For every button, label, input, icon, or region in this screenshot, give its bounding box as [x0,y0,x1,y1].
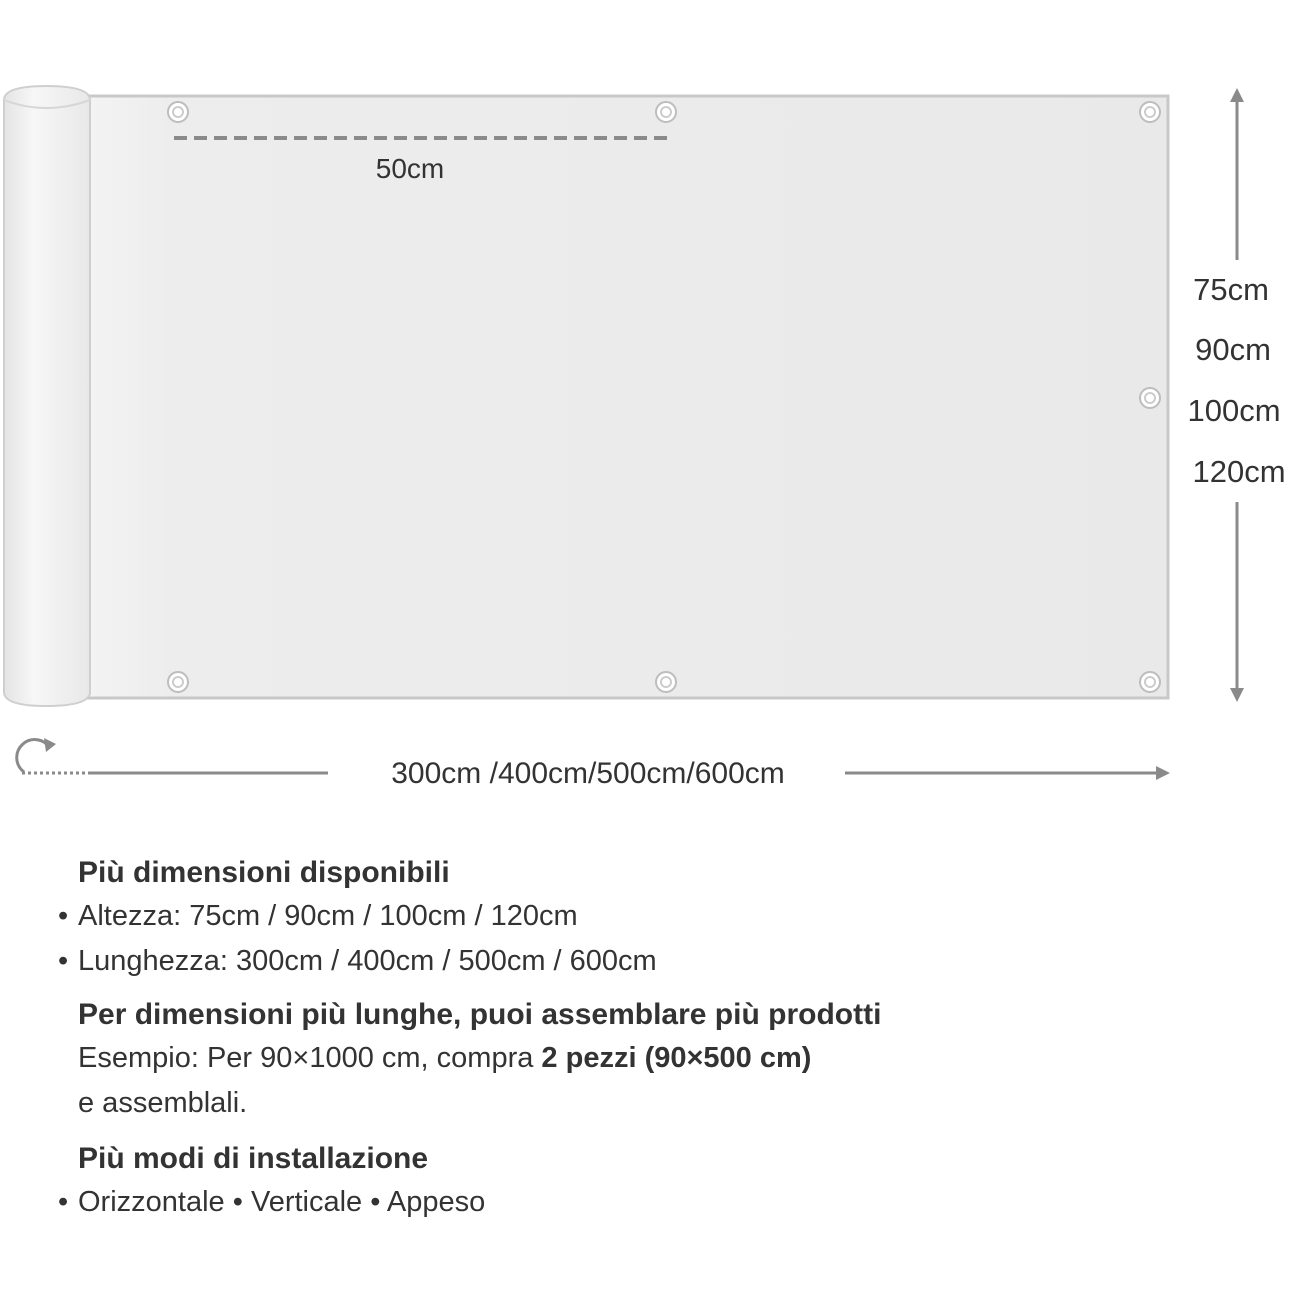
height-label-90: 90cm [1195,332,1271,367]
arrow-right-icon [1156,766,1170,780]
screen-panel [80,96,1168,698]
grommet-icon [656,672,676,692]
example-bold: 2 pezzi (90×500 cm) [541,1042,812,1074]
height-options-text: Altezza: 75cm / 90cm / 100cm / 120cm [78,900,578,932]
height-options [58,894,1258,939]
grommet-icon [168,102,188,122]
height-label-100: 100cm [1187,393,1281,428]
grommet-icon [656,102,676,122]
length-options [58,939,1258,984]
example-prefix: Esempio: Per 90×1000 cm, compra [78,1042,542,1074]
install-option-vertical: Verticale [250,1186,363,1218]
grommet-icon [1140,102,1160,122]
bullet-icon: • [58,945,69,977]
sizes-heading: Più dimensioni disponibili [78,856,450,889]
assembly-example [58,1036,1258,1081]
assembly-heading: Per dimensioni più lunghe, puoi assemblare più prodotti [78,998,882,1031]
install-options [58,1180,1258,1225]
fabric-roll [4,86,90,706]
install-option-horizontal: Orizzontale [78,1186,225,1218]
grommet-icon [1140,388,1160,408]
grommet-icon [168,672,188,692]
bullet-icon: • [58,900,69,932]
grommet-spacing-label: 50cm [375,153,445,184]
length-options-text: Lunghezza: 300cm / 400cm / 500cm / 600cm [78,945,657,977]
height-label-120: 120cm [1192,454,1286,489]
install-option-hanging: Appeso [386,1186,486,1218]
install-heading: Più modi di installazione [78,1142,429,1175]
bullet-icon: • [370,1186,381,1218]
rotate-arrow-icon [17,738,56,772]
grommet-icon [1140,672,1160,692]
assembly-example-suffix: e assemblali. [78,1087,248,1119]
info-section [58,852,1258,1225]
bullet-icon: • [232,1186,243,1218]
length-label: 300cm /400cm/500cm/600cm [391,757,785,790]
bullet-icon: • [58,1186,69,1218]
height-label-75: 75cm [1193,272,1269,307]
